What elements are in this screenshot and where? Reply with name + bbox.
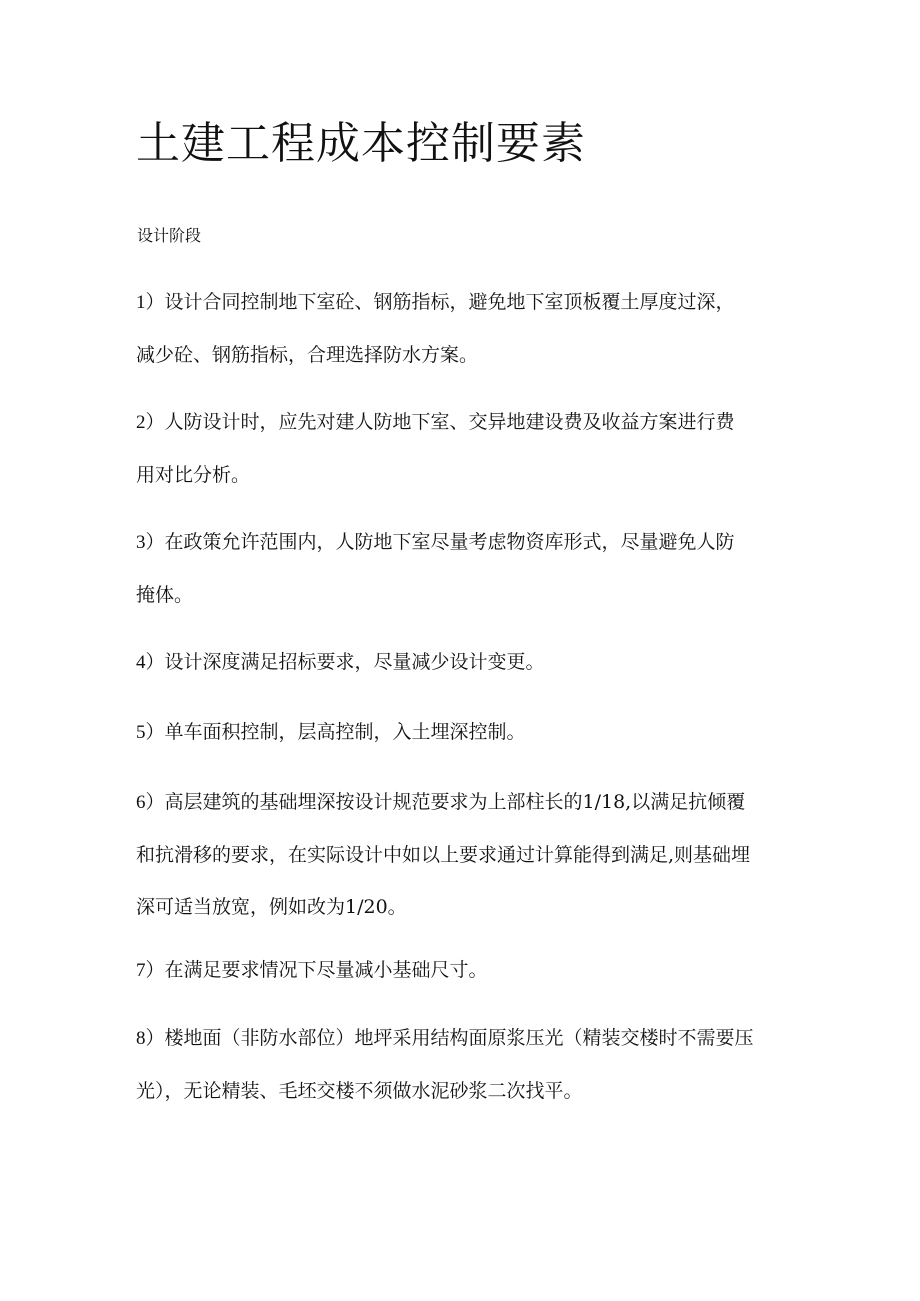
item-line: 和抗滑移的要求，在实际设计中如以上要求通过计算能得到满足,则基础埋	[136, 844, 751, 866]
list-item-1	[136, 276, 796, 381]
item-number: 3）	[136, 532, 165, 553]
item-line: 掩体。	[136, 584, 194, 606]
list-item-2	[136, 396, 796, 501]
item-line	[136, 396, 796, 449]
item-text: 设计合同控制地下室砼、钢筋指标，避免地下室顶板覆土厚度过深，	[164, 291, 735, 313]
item-number: 6）	[136, 792, 165, 813]
section-label: 设计阶段	[137, 226, 202, 245]
list-item-5	[136, 706, 796, 759]
item-text: 在政策允许范围内，人防地下室尽量考虑物资库形式，尽量避免人防	[164, 531, 735, 553]
list-item-8	[136, 1012, 796, 1117]
list-item-7	[136, 944, 796, 997]
item-line: 光），无论精装、毛坯交楼不须做水泥砂浆二次找平。	[136, 1080, 583, 1102]
item-line: 深可适当放宽，例如改为1/20。	[136, 896, 407, 918]
item-number: 2）	[136, 412, 165, 433]
item-line	[136, 944, 796, 997]
item-text: 高层建筑的基础埋深按设计规范要求为上部柱长的1/18,以满足抗倾覆	[164, 791, 746, 813]
page-title: 土建工程成本控制要素	[136, 118, 586, 169]
list-item-6	[136, 776, 796, 933]
item-line	[136, 636, 796, 689]
item-line: 用对比分析。	[136, 464, 251, 486]
item-number: 1）	[136, 292, 165, 313]
item-number: 8）	[136, 1028, 165, 1049]
list-item-4	[136, 636, 796, 689]
item-number: 5）	[136, 722, 165, 743]
item-number: 4）	[136, 652, 165, 673]
item-line	[136, 276, 796, 329]
item-text: 设计深度满足招标要求，尽量减少设计变更。	[164, 651, 545, 673]
item-text: 楼地面（非防水部位）地坪采用结构面原浆压光（精装交楼时不需要压	[164, 1027, 754, 1049]
item-text: 人防设计时，应先对建人防地下室、交异地建设费及收益方案进行费	[164, 411, 735, 433]
item-line	[136, 706, 796, 759]
list-item-3	[136, 516, 796, 621]
item-line	[136, 776, 796, 829]
item-text: 在满足要求情况下尽量减小基础尺寸。	[164, 959, 488, 981]
item-text: 单车面积控制，层高控制，入土埋深控制。	[164, 721, 526, 743]
item-line	[136, 516, 796, 569]
item-number: 7）	[136, 960, 165, 981]
item-line: 减少砼、钢筋指标，合理选择防水方案。	[136, 344, 479, 366]
item-line	[136, 1012, 796, 1065]
